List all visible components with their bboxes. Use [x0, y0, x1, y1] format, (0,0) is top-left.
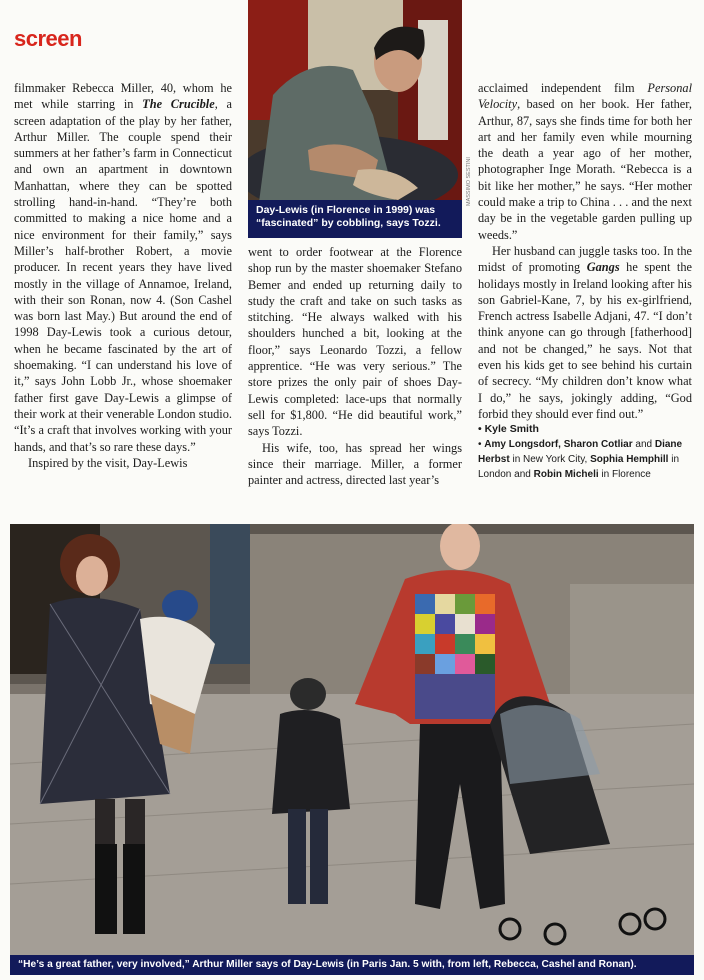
reporter-names: Sophia Hemphill	[590, 454, 669, 466]
photo-credit: MASSIMO SESTINI	[466, 157, 472, 206]
reporter-names: Amy Longsdorf, Sharon Cotliar	[484, 439, 633, 451]
film-title: Personal Velocity	[478, 81, 692, 112]
section-label: screen	[14, 26, 82, 51]
text-run: in Florence	[598, 469, 651, 481]
cobbling-photo-illustration	[248, 0, 462, 210]
paragraph	[14, 80, 232, 455]
reporter-names: Diane Herbst	[478, 439, 683, 466]
bullet: •	[478, 439, 485, 451]
reporters-byline	[478, 437, 692, 482]
article-column-2	[248, 244, 462, 488]
text-run: filmmaker Rebecca Miller, 40, whom he met while starring in	[14, 81, 232, 112]
film-title: The Crucible	[142, 97, 215, 112]
cobbling-photo	[248, 0, 462, 210]
author-byline: • Kyle Smith	[478, 423, 539, 436]
family-photo-illustration	[10, 524, 694, 955]
paragraph: Inspired by the visit, Day-Lewis	[28, 455, 188, 470]
text-run: acclaimed independent film	[478, 81, 648, 95]
paragraph	[478, 243, 692, 422]
paragraph: went to order footwear at the Florence shop run by the master shoemaker Stefano Bemer and ended up returning daily to study the craft and take on such tasks as stitching. “He always walked with his shoulders hunched a bit, looking at the floor,” says Leonardo Tozzi, a fellow apprentice. “He was very serious.” The store prizes the only pair of shoes Day-Lewis completed: lace-ups that normally sell for $1,800. “He did beautiful work,” says Tozzi.	[248, 245, 462, 439]
reporter-names: Robin Micheli	[533, 469, 599, 481]
text-run: Her husband can juggle tasks too. In the midst of promoting	[478, 243, 692, 275]
paragraph: His wife, too, has spread her wings since their marriage. Miller, a former painter and actress, directed last year’s	[248, 440, 462, 488]
article-column-1	[14, 80, 232, 471]
film-title: Gangs	[586, 260, 620, 275]
text-run: in London and	[478, 454, 679, 481]
text-run: he spent the holidays mostly in Ireland looking after his son Gabriel-Kane, 7, by his ex-girlfriend, French actress Isabelle Adjani, 47. “I don’t think anyone can go through [fatherhood] and not be changed,” he says. Not that even his kids get to see behind his curtain of secrecy. “My children don’t know what I do,” he says, jokingly adding, “God forbid they should ever find out.”	[478, 260, 692, 421]
photo-caption-top: Day-Lewis (in Florence in 1999) was “fascinated” by cobbling, says Tozzi.	[248, 200, 462, 238]
family-photo	[10, 524, 694, 955]
text-run: and	[632, 439, 655, 451]
article-column-3	[478, 80, 692, 482]
text-run: in New York City,	[509, 454, 591, 466]
text-run: , based on her book. Her father, Arthur, 87, says she finds time for both her art and her family even while mourning the death a year ago of her mother, photographer Inge Morath. “Rebecca is a bit like her mother,” he says. “Her mother could make a trip to China . . . and the next day be in the vegetable garden pulling up weeds.”	[478, 97, 692, 242]
text-run: , a screen adaptation of the play by her father, Arthur Miller. The couple spend their summers at her father’s farm in Connecticut and own an apartment in downtown Manhattan, where they can be spotted strolling hand-in-hand. “They’re both committed to making a nice home and a nice environment for their family,” says Miller’s half-brother Robert, a movie producer. In recent years they have lived mostly in the village of Annamoe, Ireland, with their son Ronan, now 4. (Son Cashel was born last May.) But around the end of 1998 Day-Lewis took a curious detour, when he became fascinated by the art of shoemaking. “I can understand his love of it,” says John Lobb Jr., whose shoemaker father first gave Day-Lewis a glimpse of their work at their venerable London studio. “It’s a craft that involves working with your hands, and that’s so rare these days.”	[14, 97, 232, 454]
photo-caption-bottom: “He’s a great father, very involved,” Arthur Miller says of Day-Lewis (in Paris Jan. 5 with, from left, Rebecca, Cashel and Ronan).	[10, 955, 694, 975]
paragraph	[478, 80, 692, 243]
